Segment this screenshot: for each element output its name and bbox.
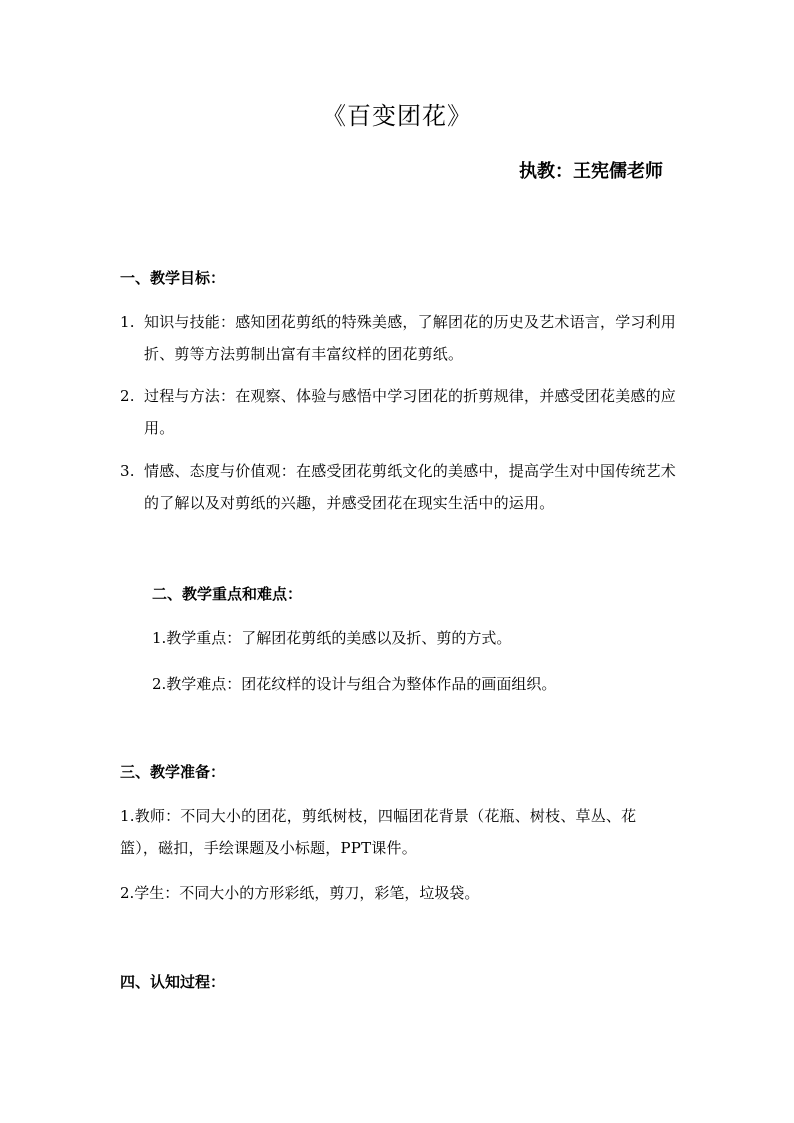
section-heading-process: 四、认知过程：: [120, 973, 226, 991]
list-item: [120, 380, 676, 444]
document-title: 《百变团花》: [322, 102, 472, 130]
list-item: 2.教学难点：团花纹样的设计与组合为整体作品的画面组织。: [152, 675, 557, 693]
list-item: 1.教师：不同大小的团花，剪纸树枝，四幅团花背景（花瓶、树枝、草丛、花篮），磁扣，手绘课题及小标题，PPT课件。: [120, 807, 637, 857]
teacher-name: 执教：王宪儒老师: [519, 161, 663, 182]
list-item-text: 过程与方法：在观察、体验与感悟中学习团花的折剪规律，并感受团花美感的应用。: [144, 387, 677, 437]
list-item-number: 1.: [120, 313, 135, 331]
list-item-number: 2.: [120, 387, 135, 405]
section-heading-key-points: 二、教学重点和难点：: [152, 585, 303, 603]
section-heading-preparation: 三、教学准备：: [120, 763, 226, 781]
list-item-text: 知识与技能：感知团花剪纸的特殊美感，了解团花的历史及艺术语言，学习利用折、剪等方法剪制出富有丰富纹样的团花剪纸。: [144, 313, 677, 363]
list-item: [120, 455, 676, 519]
list-item: [120, 306, 676, 370]
section-heading-objectives: 一、教学目标：: [120, 269, 226, 287]
list-item: 2.学生：不同大小的方形彩纸，剪刀，彩笔，垃圾袋。: [120, 884, 480, 902]
list-item-number: 3.: [120, 462, 135, 480]
list-item-text: 情感、态度与价值观：在感受团花剪纸文化的美感中，提高学生对中国传统艺术的了解以及对剪纸的兴趣，并感受团花在现实生活中的运用。: [144, 462, 677, 512]
list-item: 1.教学重点：了解团花剪纸的美感以及折、剪的方式。: [152, 629, 512, 647]
